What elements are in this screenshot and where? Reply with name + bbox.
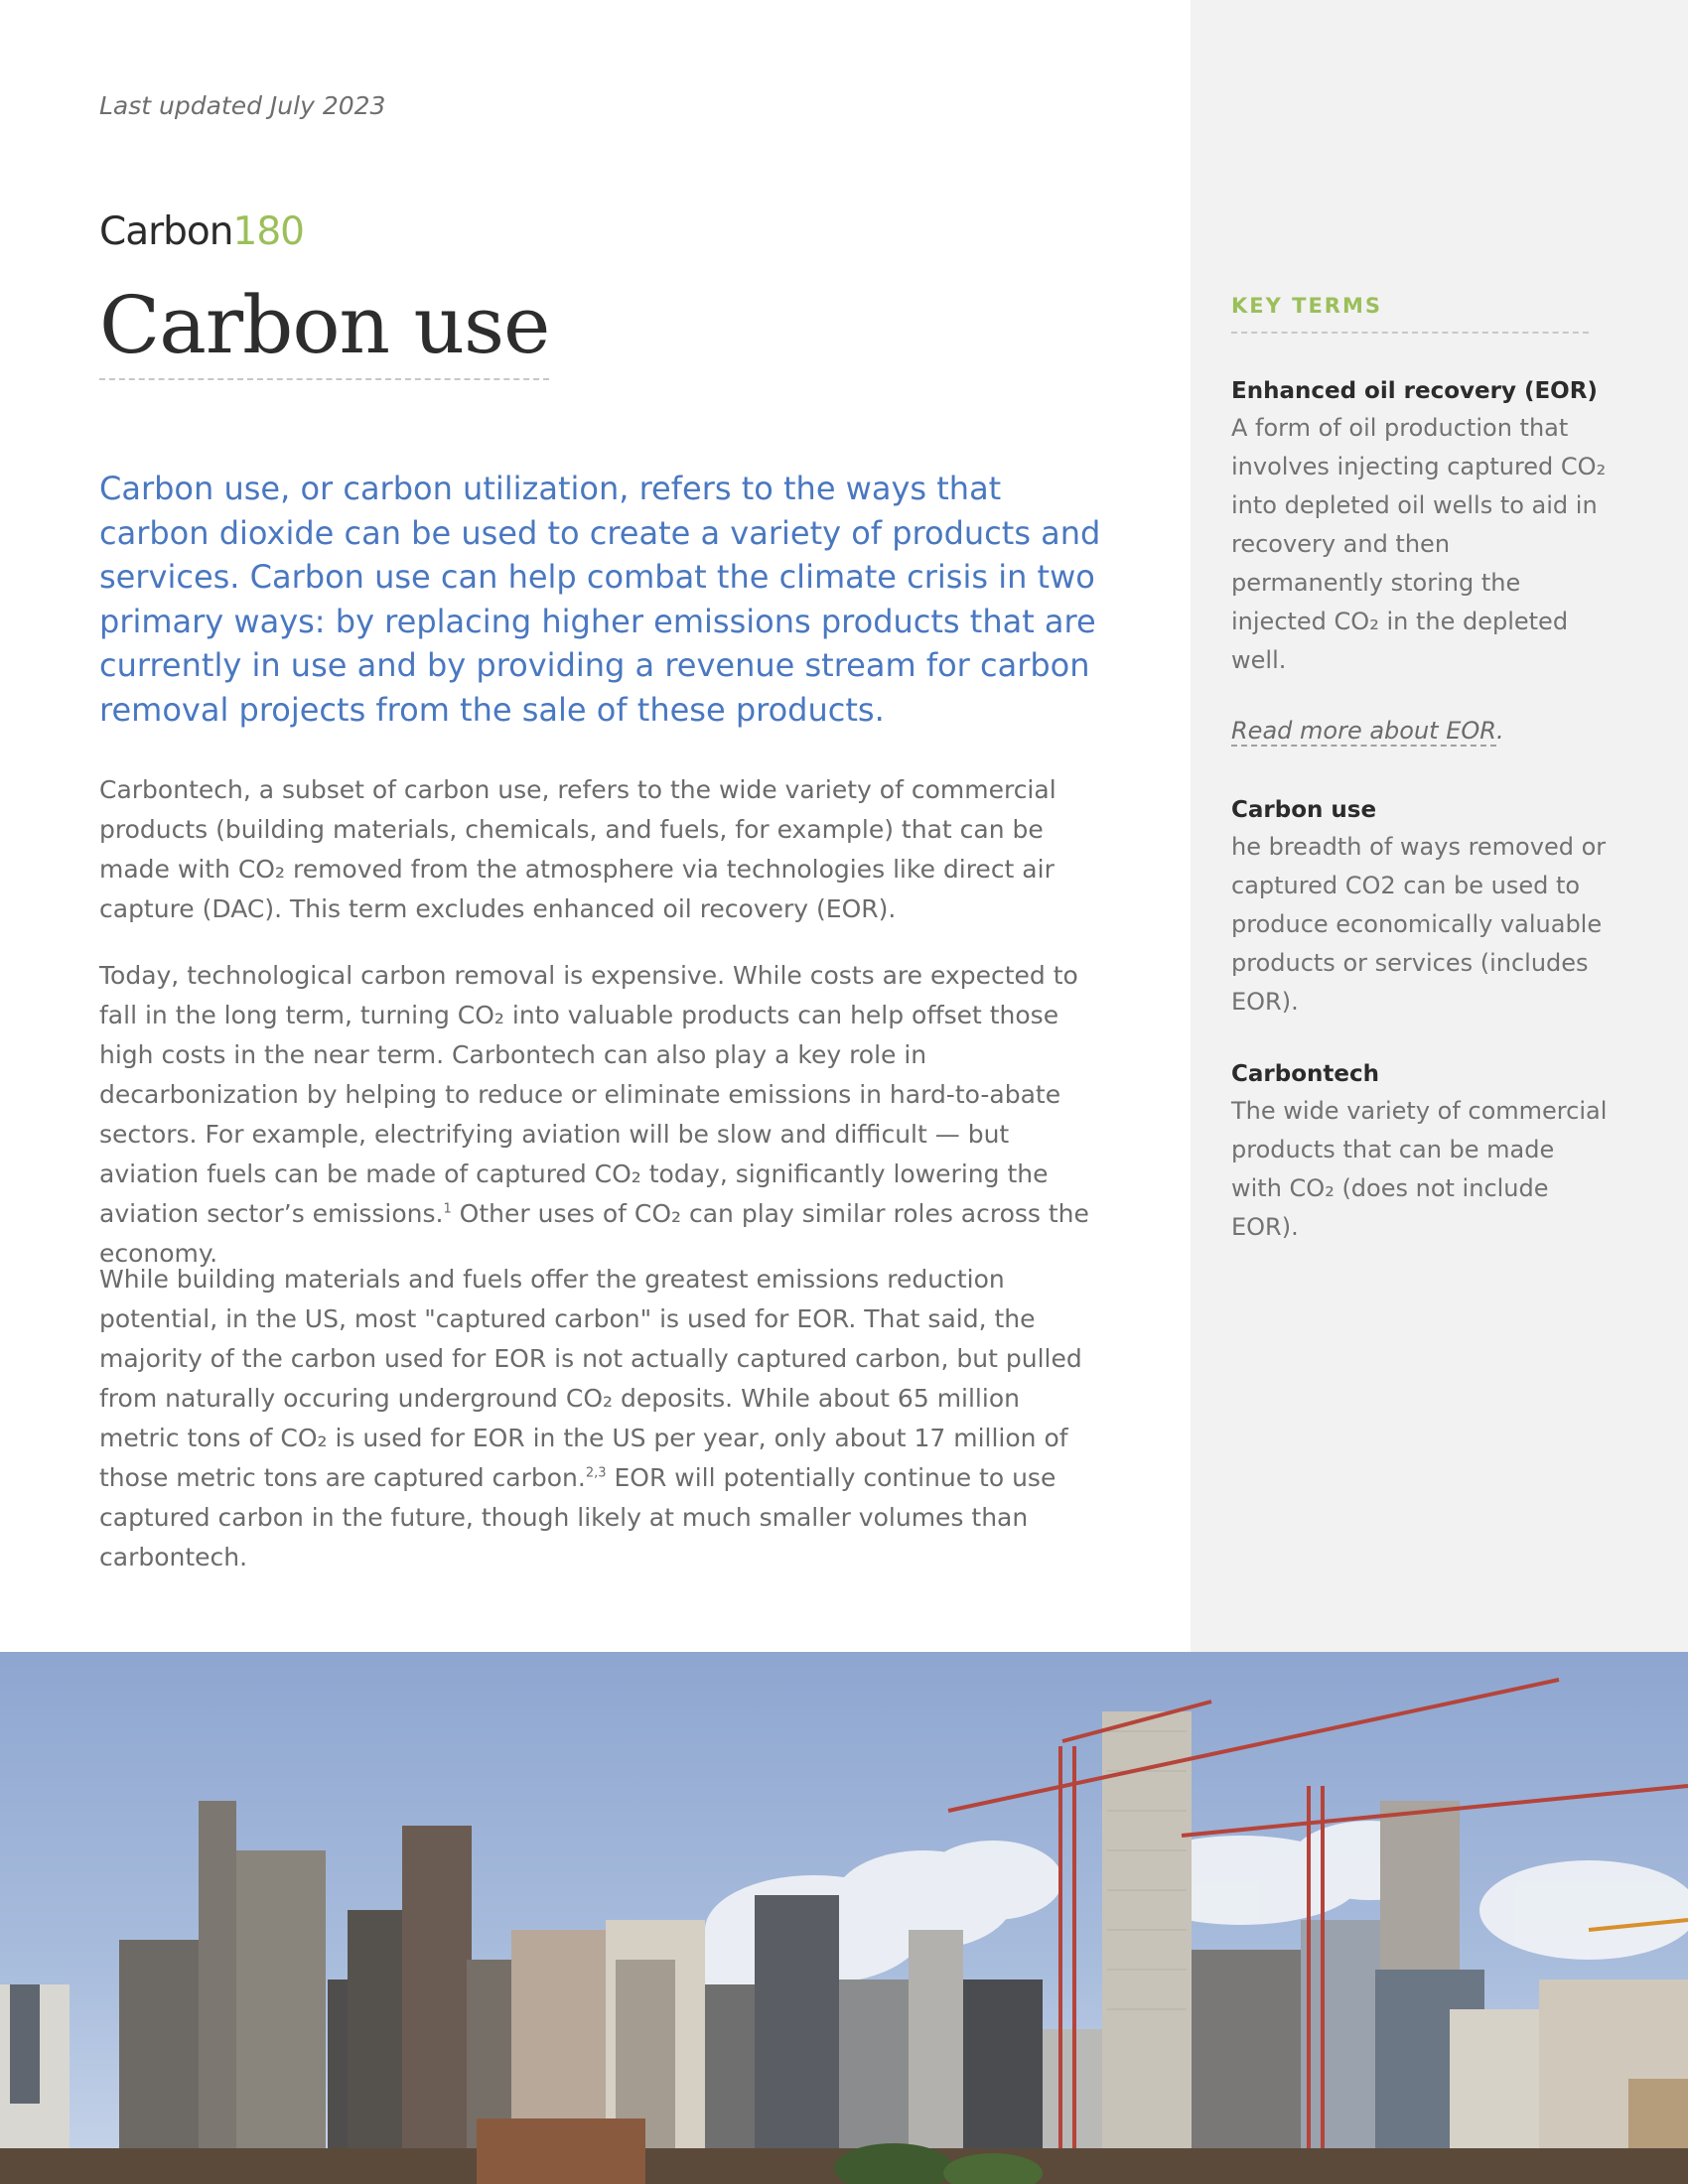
paragraph-3-text-a: While building materials and fuels offer the greatest emissions reduction potential, in the US, most "captured carbon" is used for EOR. That said, the majority of the carbon used for EOR is not actually captured carbon, but pulled from naturally occuring underground CO₂ deposits. While about 65 million metric tons of CO₂ is used for EOR in the US per year, only about 17 million of those metric tons are captured carbon.	[99, 1265, 1082, 1492]
paragraph-3-text-b: EOR will potentially continue to use captured carbon in the future, though likely at much smaller volumes than carbontech.	[99, 1463, 1056, 1571]
body-paragraph-3	[99, 1260, 1092, 1577]
read-more-eor-link[interactable]: Read more about EOR	[1231, 717, 1496, 745]
term-title: Carbontech	[1231, 1061, 1379, 1087]
term-definition: he breadth of ways removed or captured CO2 can be used to produce economically valuable products or services (includes EOR).	[1231, 833, 1607, 1016]
term-carbontech	[1231, 1056, 1609, 1247]
paragraph-2-text-a: Today, technological carbon removal is expensive. While costs are expected to fall in the long term, turning CO₂ into valuable products can help offset those high costs in the near term. Carbontech can also play a key role in decarbonization by helping to reduce or eliminate emissions in hard-to-abate sectors. For example, electrifying aviation will be slow and difficult — but aviation fuels can be made of captured CO₂ today, significantly lowering the aviation sector’s emissions.	[99, 961, 1078, 1228]
city-skyline-with-cranes-icon	[0, 1652, 1688, 2184]
term-title: Enhanced oil recovery (EOR)	[1231, 378, 1598, 404]
footnote-1: 1	[443, 1201, 452, 1217]
logo-text-green: 180	[232, 209, 304, 254]
city-skyline-photo	[0, 1652, 1688, 2184]
body-paragraph-2	[99, 956, 1092, 1274]
body-paragraph-1: Carbontech, a subset of carbon use, refers to the wide variety of commercial products (building materials, chemicals, and fuels, for example) that can be made with CO₂ removed from the atmosphere via technologies like direct air capture (DAC). This term excludes enhanced oil recovery (EOR).	[99, 775, 1056, 923]
read-more-eor	[1231, 717, 1504, 745]
footnote-2-3: 2,3	[585, 1465, 607, 1481]
logo-text-dark: Carbon	[99, 209, 233, 254]
term-eor	[1231, 373, 1609, 680]
term-definition: A form of oil production that involves injecting captured CO₂ into depleted oil wells to aid in recovery and then permanently storing the injected CO₂ in the depleted well.	[1231, 414, 1607, 674]
paragraph-2-text-b: Other uses of CO₂ can play similar roles across the economy.	[99, 1199, 1089, 1268]
term-definition: The wide variety of commercial products that can be made with CO₂ (does not include EOR).	[1231, 1097, 1608, 1241]
last-updated: Last updated July 2023	[99, 91, 386, 120]
term-title: Carbon use	[1231, 797, 1377, 823]
read-more-period: .	[1495, 717, 1504, 745]
page-title: Carbon use	[99, 281, 549, 380]
key-terms-heading: KEY TERMS	[1231, 294, 1589, 334]
term-carbon-use	[1231, 792, 1609, 1022]
carbon180-logo	[99, 209, 304, 254]
lead-paragraph: Carbon use, or carbon utilization, refers to the ways that carbon dioxide can be used to create a variety of products and services. Carbon use can help combat the climate crisis in two primary ways: by replacing higher emissions products that are currently in use and by providing a revenue stream for carbon removal projects from the sale of these products.	[99, 470, 1101, 729]
